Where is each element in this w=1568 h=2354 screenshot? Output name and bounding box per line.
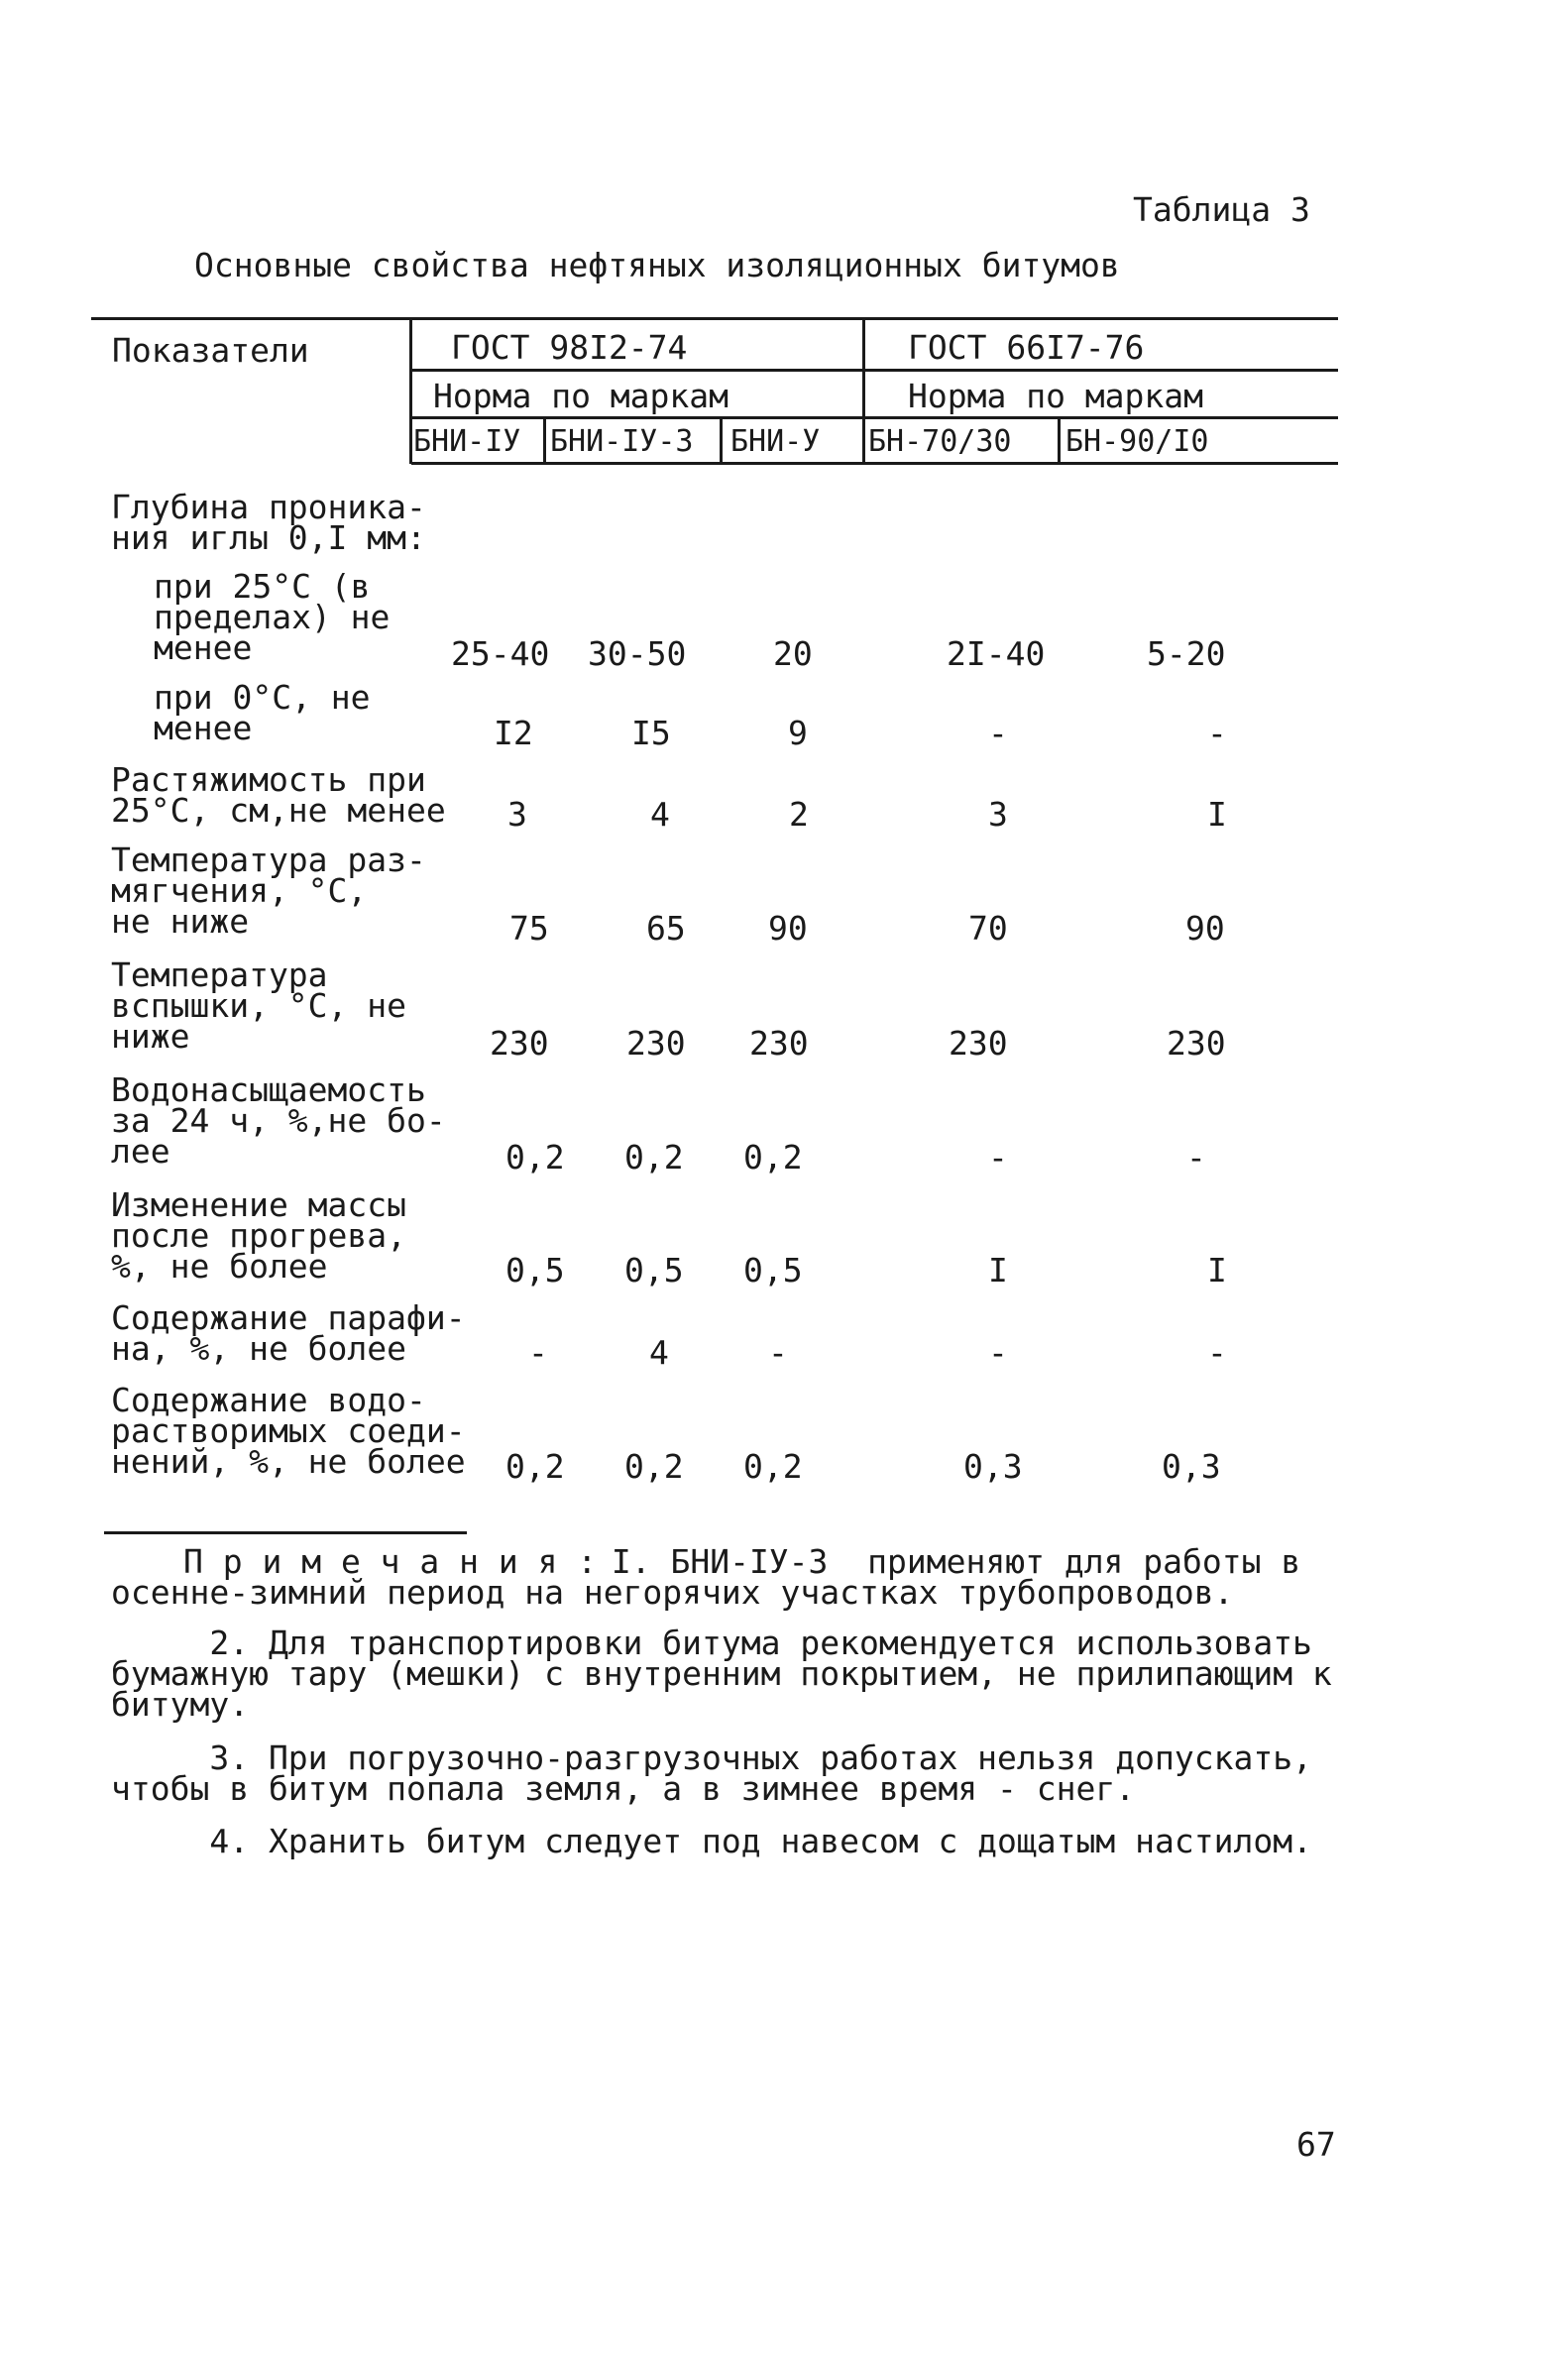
row-label: Растяжимость при 25°C, см,не менее (111, 760, 446, 830)
header-brand-2: БНИ-IУ-3 (550, 424, 694, 459)
table-cell: 0,5 (505, 1251, 565, 1289)
note-2: 2. Для транспортировки битума рекомендуется использовать бумажную тару (мешки) с внутренним покрытием, не прилипающим к битуму. (111, 1624, 1332, 1724)
notes-heading: П р и м е ч а н и я : (183, 1542, 598, 1581)
table-cell: 0,5 (743, 1251, 803, 1289)
table-cell: 0,2 (743, 1447, 803, 1486)
table-cell: 65 (646, 909, 686, 948)
table-divider-brand1 (543, 418, 546, 464)
table-cell: 4 (650, 795, 670, 834)
row-label: Содержание водо- растворимых соеди- нений, %, не более (111, 1381, 466, 1481)
table-cell: 20 (773, 634, 813, 673)
row-label: Температура вспышки, °C, не ниже (111, 955, 407, 1056)
header-brand-3: БНИ-У (730, 424, 821, 459)
table-cell: 0,3 (1162, 1447, 1221, 1486)
table-top-rule (91, 317, 1338, 320)
table-cell: - (988, 1138, 1008, 1177)
table-cell: 0,3 (963, 1447, 1023, 1486)
row-label: при 0°C, не менее (154, 678, 371, 747)
table-cell: - (1207, 714, 1227, 752)
table-cell: 2 (789, 795, 809, 834)
table-cell: I (1207, 1251, 1227, 1289)
table-cell: 2I-40 (947, 634, 1046, 673)
table-cell: 90 (1185, 909, 1225, 948)
header-indicator: Показатели (112, 331, 309, 370)
note-1: I. БНИ-IУ-3 применяют для работы в осенне-зимний период на негорячих участках трубопроводов. (111, 1542, 1301, 1612)
table-cell: 70 (968, 909, 1008, 948)
table-cell: 3 (988, 795, 1008, 834)
table-cell: 0,2 (505, 1138, 565, 1177)
table-divider-brand4 (1058, 418, 1061, 464)
row-label: при 25°C (в пределах) не менее (154, 567, 391, 667)
header-norm-2: Норма по маркам (908, 377, 1204, 415)
table-divider-indicator (409, 319, 412, 464)
notes-separator (104, 1531, 467, 1534)
table-cell: 90 (768, 909, 808, 948)
table-cell: - (988, 714, 1008, 752)
header-standard-1: ГОСТ 98I2-74 (451, 328, 688, 367)
table-cell: 75 (509, 909, 549, 948)
table-divider-standards (862, 319, 865, 464)
row-label: Содержание парафи- на, %, не более (111, 1298, 466, 1368)
table-cell: - (768, 1333, 788, 1372)
header-brand-4: БН-70/30 (868, 424, 1012, 459)
section-label-penetration: Глубина проника- ния иглы 0,I мм: (111, 488, 426, 557)
table-cell: - (988, 1333, 1008, 1372)
note-4: 4. Хранить битум следует под навесом с дощатым настилом. (111, 1822, 1312, 1860)
table-cell: - (528, 1333, 548, 1372)
table-cell: 230 (749, 1024, 809, 1063)
table-cell: I (988, 1251, 1008, 1289)
table-cell: 230 (490, 1024, 549, 1063)
table-cell: 230 (949, 1024, 1008, 1063)
row-label: Изменение массы после прогрева, %, не более (111, 1185, 407, 1286)
table-cell: 30-50 (588, 634, 687, 673)
table-cell: I2 (494, 714, 533, 752)
table-cell: 9 (788, 714, 808, 752)
row-label: Водонасыщаемость за 24 ч, %,не бо- лее (111, 1070, 446, 1171)
table-cell: 3 (507, 795, 527, 834)
table-cell: 230 (1167, 1024, 1226, 1063)
row-label: Температура раз- мягчения, °C, не ниже (111, 841, 426, 941)
header-norm-1: Норма по маркам (433, 377, 729, 415)
table-rule-standards (411, 369, 1338, 372)
table-title: Основные свойства нефтяных изоляционных битумов (194, 246, 1120, 284)
table-cell: 0,2 (505, 1447, 565, 1486)
page-number: 67 (1296, 2125, 1336, 2164)
table-cell: 0,2 (743, 1138, 803, 1177)
table-cell: 0,2 (624, 1138, 684, 1177)
note-3: 3. При погрузочно-разгрузочных работах нельзя допускать, чтобы в битум попала земля, а в зимнее время - снег. (111, 1738, 1312, 1808)
table-divider-brand2 (720, 418, 723, 464)
table-cell: I (1207, 795, 1227, 834)
table-cell: I5 (631, 714, 671, 752)
table-header-bottom-rule (411, 462, 1338, 465)
header-brand-5: БН-90/I0 (1065, 424, 1209, 459)
table-number-label: Таблица 3 (1133, 190, 1310, 229)
table-cell: 5-20 (1147, 634, 1226, 673)
table-cell: 0,2 (624, 1447, 684, 1486)
table-cell: 0,5 (624, 1251, 684, 1289)
header-standard-2: ГОСТ 66I7-76 (908, 328, 1145, 367)
table-cell: 25-40 (451, 634, 550, 673)
table-cell: - (1207, 1333, 1227, 1372)
table-cell: 4 (649, 1333, 669, 1372)
table-cell: 230 (626, 1024, 686, 1063)
table-cell: - (1186, 1138, 1206, 1177)
header-brand-1: БНИ-IУ (413, 424, 521, 459)
table-rule-norms (411, 416, 1338, 419)
